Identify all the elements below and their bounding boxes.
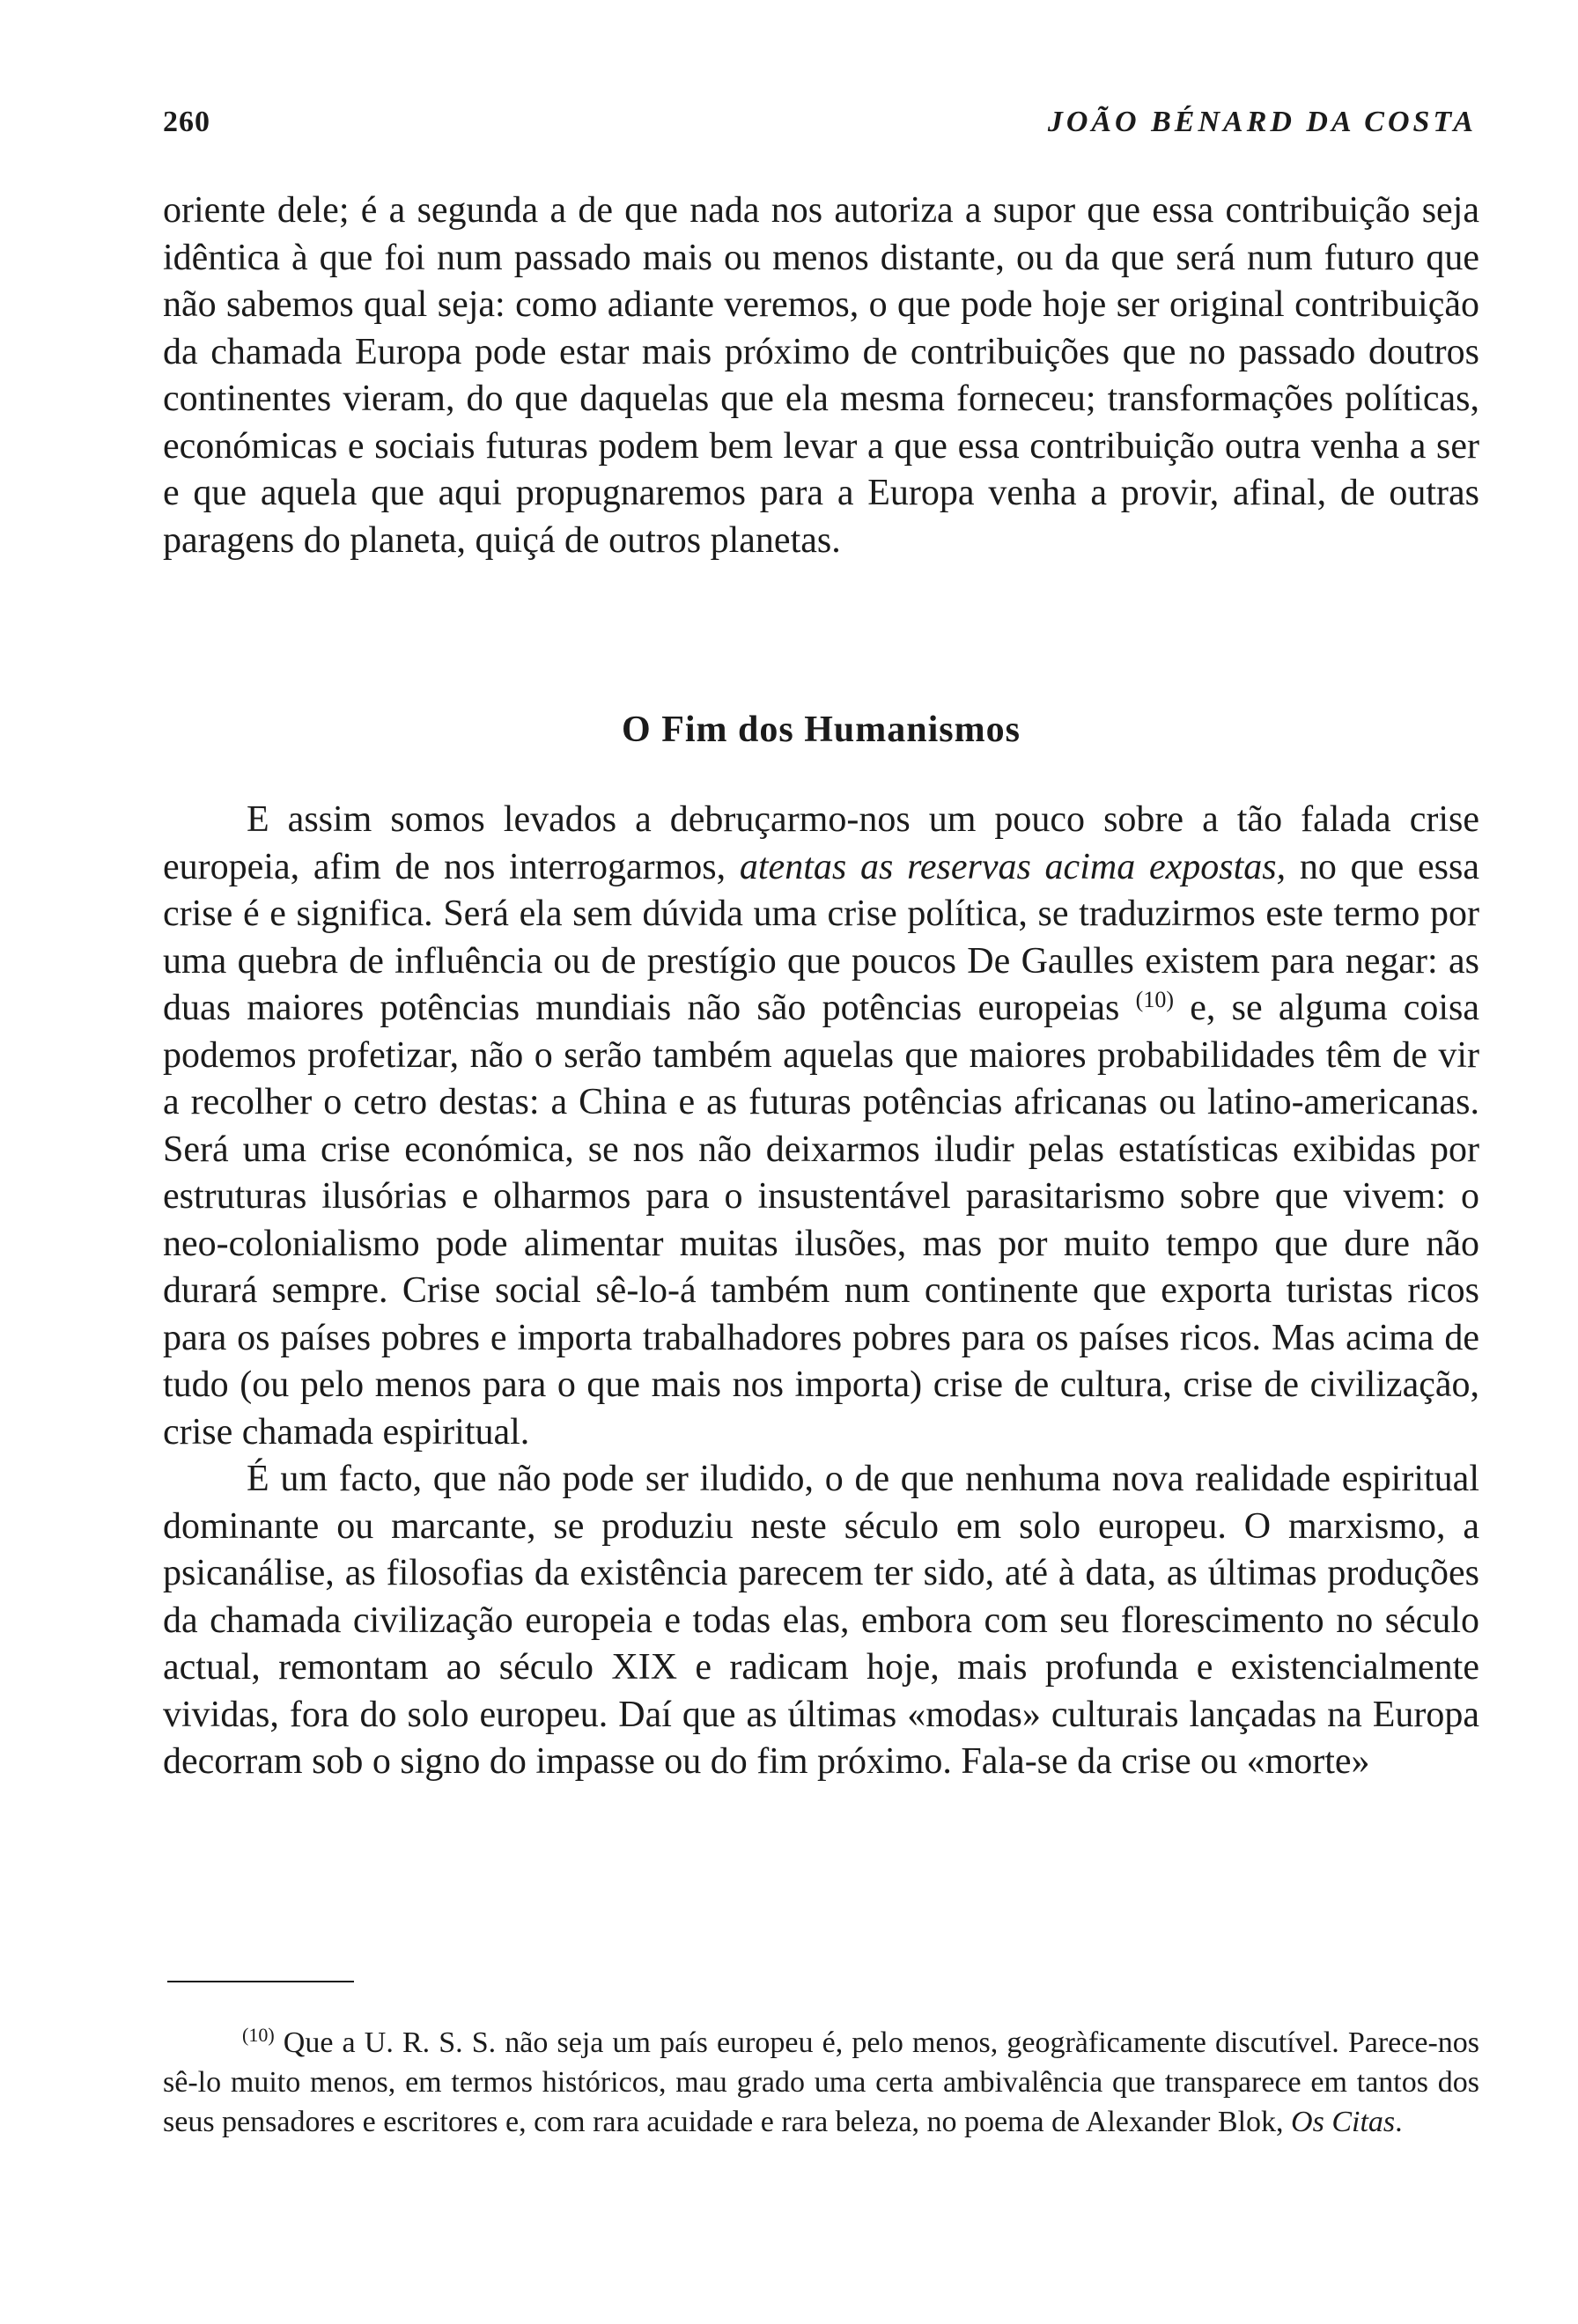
footnote-italic-title: Os Citas xyxy=(1291,2106,1396,2138)
paragraph-2 xyxy=(163,797,1479,1456)
running-head xyxy=(163,106,1477,150)
footnote-reference[interactable]: (10) xyxy=(1135,987,1174,1012)
paragraph-1: oriente dele; é a segunda a de que nada nos autoriza a supor que essa contribuição seja idêntica à que foi num passado mais ou menos distante, ou da que será num futuro que não sabemos qual seja: como adiante veremos, o que pode hoje ser original contribuição da chamada Europa pode estar mais próximo de contribuições que no passado doutros continentes vieram, do que daquelas que ela mesma forneceu; transformações políticas, económicas e sociais futuras podem bem levar a que essa contribuição outra venha a ser e que aquela que aqui propugnaremos para a Europa venha a provir, afinal, de outras paragens do planeta, quiçá de outros planetas. xyxy=(163,190,1479,561)
paragraph-2-text-a: E assim somos levados a debruçarmo-nos um pouco sobre a tão falada crise europeia, afim de nos interrogarmos, xyxy=(163,799,1479,887)
footnote-end: . xyxy=(1395,2106,1403,2138)
running-title: JOÃO BÉNARD DA COSTA xyxy=(1047,106,1477,138)
paragraph-2-text-c: e, se alguma coisa podemos profetizar, não o serão também aquelas que maiores probabilidades têm de vir a recolher o cetro destas: a China e as futuras potências africanas ou latino-americanas. Será uma crise económica, se nos não deixarmos iludir pelas estatísticas exibidas por estruturas ilusórias e olharmos para o insustentável parasitarismo sobre que vivem: o neo-colonialismo pode alimentar muitas ilusões, mas por muito tempo que dure não durará sempre. Crise social sê-lo-á também num continente que exporta turistas ricos para os países pobres e importa trabalhadores pobres para os países ricos. Mas acima de tudo (ou pelo menos para o que mais nos importa) crise de cultura, crise de civilização, crise chamada espiritual. xyxy=(163,988,1480,1452)
footnote-10 xyxy=(163,2023,1479,2142)
body-paragraph-continued xyxy=(163,188,1479,564)
section-heading: O Fim dos Humanismos xyxy=(622,710,1021,750)
footnotes xyxy=(163,2023,1479,2142)
footnote-mark: (10) xyxy=(242,2024,275,2046)
paragraph-3: É um facto, que não pode ser iludido, o de que nenhuma nova realidade espiritual dominante ou marcante, se produziu neste século em solo europeu. O marxismo, a psicanálise, as filosofias da existência parecem ter sido, até à data, as últimas produções da chamada civilização europeia e todas elas, embora com seu florescimento no século actual, remontam ao século XIX e radicam hoje, mais profunda e existencialmente vividas, fora do solo europeu. Daí que as últimas «modas» culturais lançadas na Europa decorram sob o signo do impasse ou do fim próximo. Fala-se da crise ou «morte» xyxy=(163,1459,1479,1782)
paragraph-2-text-b: no que essa crise é e significa. Será ela sem dúvida uma crise política, se traduzirmos este termo por uma quebra de influência ou de prestígio que poucos De Gaulles existem para negar: as duas maiores potências mundiais não são potências europeias xyxy=(163,846,1479,1028)
page-number: 260 xyxy=(163,106,210,138)
section-body xyxy=(163,797,1479,1786)
paragraph-2-italic: atentas as reservas acima expostas, xyxy=(739,846,1287,887)
footnote-rule xyxy=(167,1981,354,1982)
footnote-text: Que a U. R. S. S. não seja um país europeu é, pelo menos, geogràficamente discutível. Parece-nos sê-lo muito menos, em termos históricos, mau grado uma certa ambivalência que transparece em tantos dos seus pensadores e escritores e, com rara acuidade e rara beleza, no poema de Alexander Blok, xyxy=(163,2026,1479,2138)
